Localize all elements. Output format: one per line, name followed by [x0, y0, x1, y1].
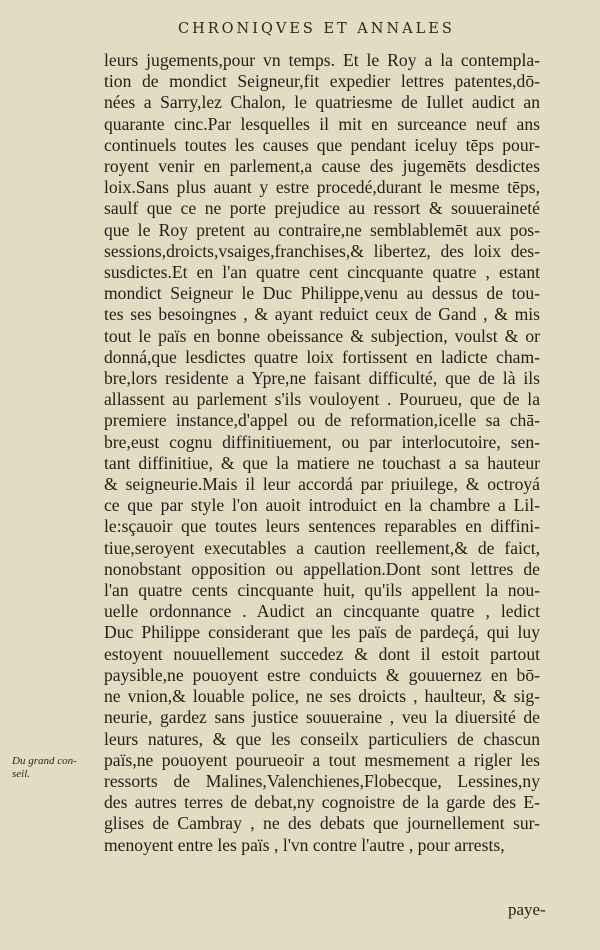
text-line: leurs jugements,pour vn temps. Et le Roy a la contempla- — [104, 50, 540, 70]
text-line: bre,eust cognu diffinitiuement, ou par interlocutoire, sen- — [104, 431, 540, 452]
text-line: nonobstant opposition ou appellation.Dont sont lettres de — [104, 558, 540, 579]
margin-note — [12, 755, 104, 781]
text-line: allassent au parlement s'ils vouloyent . Pourueu, que de la — [104, 389, 540, 410]
text-line: continuels toutes les causes que pendant iceluy tēps pour- — [104, 134, 540, 155]
text-line: & seigneurie.Mais il leur accordá par priuilege, & octroyá — [104, 474, 540, 495]
text-line: leurs natures, & que les conseilx particuliers de chascun — [104, 728, 540, 749]
text-line: estoyent nouuellement succedez & dont il estoit partout — [104, 643, 540, 664]
text-line: sessions,droicts,vsaiges,franchises,& libertez, des loix des- — [104, 240, 540, 261]
text-line: l'an quatre cents cincquante huit, qu'ils appellent la nou- — [104, 580, 540, 601]
main-text — [104, 50, 540, 856]
text-line: menoyent entre les païs , l'vn contre l'autre , pour arrests, — [104, 834, 505, 855]
text-line: ce que par style l'on auoit introduict en la chambre a Lil- — [104, 495, 540, 516]
text-line: mondict Seigneur le Duc Philippe,venu au dessus de tou- — [104, 283, 540, 304]
text-line: royent venir en parlement,a cause des jugemēts desdictes — [104, 156, 540, 177]
catchword: paye- — [508, 900, 546, 919]
text-line: des autres terres de debat,ny cognoistre de la garde des E- — [104, 792, 540, 813]
text-line: neurie, gardez sans justice souueraine , veu la diuersité de — [104, 707, 540, 728]
text-line: loix.Sans plus auant y estre procedé,durant le mesme tēps, — [104, 177, 540, 198]
running-head: CHRONIQVES ET ANNALES — [178, 21, 455, 37]
text-line: bre,lors residente a Ypre,ne faisant difficulté, que de là ils — [104, 368, 540, 389]
text-line: glises de Cambray , ne des debats que journellement sur- — [104, 813, 540, 834]
text-line: paysible,ne pouoyent estre conduicts & gouuernez en bō- — [104, 664, 540, 685]
text-line: quarante cinc.Par lesquelles il mit en surceance neuf ans — [104, 113, 540, 134]
margin-note-line: seil. — [12, 768, 31, 780]
margin-note-line: Du grand con- — [12, 755, 77, 767]
text-line: ressorts de Malines,Valenchienes,Flobecque, Lessines,ny — [104, 770, 540, 791]
text-line: susdictes.Et en l'an quatre cent cincquante quatre , estant — [104, 262, 540, 283]
text-line: tiue,seroyent executables a caution reellement,& de faict, — [104, 537, 540, 558]
text-line: donná,que lesdictes quatre loix fortissent en ladicte cham- — [104, 346, 540, 367]
text-line: païs,ne pouoyent pourueoir a tout mesmement a rigler les — [104, 749, 540, 770]
text-line: ne vnion,& louable police, ne ses droicts , haulteur, & sig- — [104, 686, 540, 707]
text-line: saulf que ce ne porte prejudice au ressort & souueraineté — [104, 198, 540, 219]
text-line: tant diffinitiue, & que la matiere ne touchast a sa hauteur — [104, 452, 540, 473]
text-line: tion de mondict Seigneur,fit expedier lettres patentes,dō- — [104, 71, 540, 92]
text-line: tes ses besoingnes , & ayant reduict ceux de Gand , & mis — [104, 304, 540, 325]
text-line: Duc Philippe considerant que les païs de pardeçá, qui luy — [104, 622, 540, 643]
text-line: que le Roy pretent au contraire,ne semblablemēt aux pos- — [104, 219, 540, 240]
text-line: tout le païs en bonne obeissance & subjection, voulst & or — [104, 325, 540, 346]
text-line: nées a Sarry,lez Chalon, le quatriesme de Iullet audict an — [104, 92, 540, 113]
text-line: uelle ordonnance . Audict an cincquante quatre , ledict — [104, 601, 540, 622]
text-line: premiere instance,d'appel ou de reformation,icelle sa chā- — [104, 410, 540, 431]
text-line: le:sçauoir que toutes leurs sentences reparables en diffini- — [104, 516, 540, 537]
